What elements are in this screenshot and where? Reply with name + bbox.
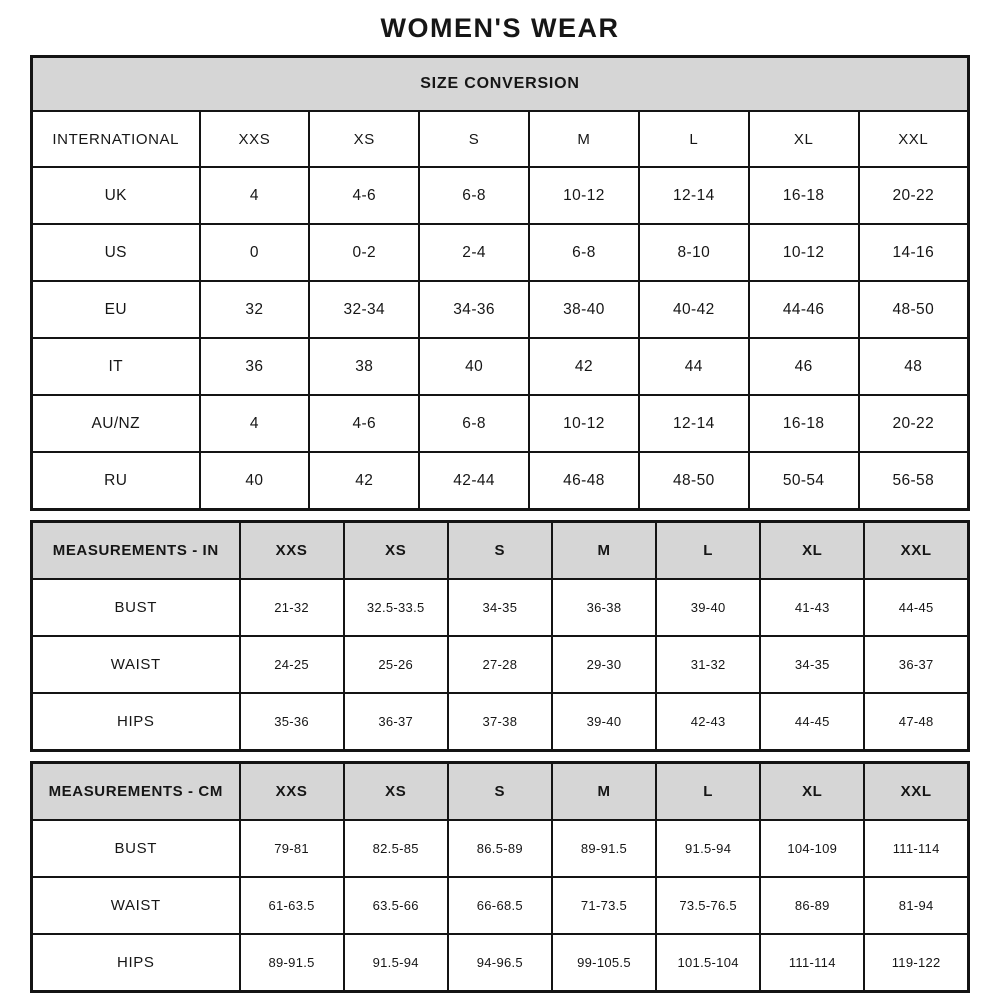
table-title-cell: MEASUREMENTS - CM: [32, 763, 240, 821]
size-header-cell: M: [552, 763, 656, 821]
size-header-cell: XL: [760, 522, 864, 580]
table-row: [32, 877, 969, 934]
row-label-cell: WAIST: [32, 877, 240, 934]
table-header-row: [32, 763, 969, 821]
table-header-row: [32, 522, 969, 580]
table-cell: 42: [309, 452, 419, 510]
table-cell: 36: [200, 338, 310, 395]
table-cell: 48: [859, 338, 969, 395]
table-cell: 27-28: [448, 636, 552, 693]
measurements-cm-table: [30, 761, 970, 993]
table-row: [32, 395, 969, 452]
table-cell: 6-8: [419, 395, 529, 452]
row-label-cell: US: [32, 224, 200, 281]
row-label-cell: EU: [32, 281, 200, 338]
size-header-cell: XXL: [864, 522, 968, 580]
table-cell: 111-114: [864, 820, 968, 877]
table-cell: 20-22: [859, 167, 969, 224]
table-cell: 37-38: [448, 693, 552, 751]
table-cell: 42: [529, 338, 639, 395]
table-gap: [30, 752, 970, 761]
table-cell: 47-48: [864, 693, 968, 751]
table-cell: 66-68.5: [448, 877, 552, 934]
row-label-cell: WAIST: [32, 636, 240, 693]
measurements-in-table: [30, 520, 970, 752]
table-cell: 48-50: [639, 452, 749, 510]
table-cell: 91.5-94: [344, 934, 448, 992]
table-gap: [30, 511, 970, 520]
table-cell: 0-2: [309, 224, 419, 281]
table-cell: 38: [309, 338, 419, 395]
row-label-cell: HIPS: [32, 934, 240, 992]
row-label-cell: IT: [32, 338, 200, 395]
table-row: [32, 452, 969, 510]
table-cell: 44-45: [760, 693, 864, 751]
table-cell: 42-44: [419, 452, 529, 510]
size-header-cell: XL: [760, 763, 864, 821]
table-cell: 99-105.5: [552, 934, 656, 992]
table-cell: 32-34: [309, 281, 419, 338]
table-row: [32, 224, 969, 281]
size-header-cell: M: [529, 111, 639, 167]
table-row: [32, 934, 969, 992]
table-cell: 36-37: [344, 693, 448, 751]
table-cell: 86-89: [760, 877, 864, 934]
table-cell: 12-14: [639, 395, 749, 452]
table-cell: 2-4: [419, 224, 529, 281]
table-cell: 14-16: [859, 224, 969, 281]
table-cell: 42-43: [656, 693, 760, 751]
size-header-cell: S: [448, 522, 552, 580]
table-cell: 39-40: [656, 579, 760, 636]
size-header-cell: XL: [749, 111, 859, 167]
table-cell: 48-50: [859, 281, 969, 338]
table-cell: 82.5-85: [344, 820, 448, 877]
table-cell: 44-45: [864, 579, 968, 636]
row-label-cell: HIPS: [32, 693, 240, 751]
table-cell: 35-36: [240, 693, 344, 751]
table-cell: 81-94: [864, 877, 968, 934]
row-label-cell: AU/NZ: [32, 395, 200, 452]
table-cell: 32.5-33.5: [344, 579, 448, 636]
table-row: [32, 167, 969, 224]
table-cell: 94-96.5: [448, 934, 552, 992]
table-cell: 10-12: [529, 395, 639, 452]
table-cell: 4: [200, 395, 310, 452]
table-cell: 38-40: [529, 281, 639, 338]
size-header-cell: L: [656, 522, 760, 580]
table-cell: 101.5-104: [656, 934, 760, 992]
size-chart-page: [30, 0, 970, 993]
size-header-cell: XXS: [200, 111, 310, 167]
size-header-cell: XXS: [240, 763, 344, 821]
table-cell: 24-25: [240, 636, 344, 693]
table-cell: 39-40: [552, 693, 656, 751]
table-cell: 4-6: [309, 395, 419, 452]
size-header-cell: XS: [344, 763, 448, 821]
table-row: [32, 579, 969, 636]
table-cell: 34-36: [419, 281, 529, 338]
table-cell: 20-22: [859, 395, 969, 452]
size-header-cell: XXS: [240, 522, 344, 580]
size-header-cell: L: [656, 763, 760, 821]
table-cell: 10-12: [749, 224, 859, 281]
row-label-cell: INTERNATIONAL: [32, 111, 200, 167]
table-cell: 6-8: [419, 167, 529, 224]
table-cell: 6-8: [529, 224, 639, 281]
table-cell: 32: [200, 281, 310, 338]
table-cell: 61-63.5: [240, 877, 344, 934]
table-cell: 36-38: [552, 579, 656, 636]
size-conversion-table: [30, 55, 970, 511]
table-cell: 40-42: [639, 281, 749, 338]
size-header-cell: S: [448, 763, 552, 821]
table-cell: 16-18: [749, 395, 859, 452]
table-row: [32, 693, 969, 751]
table-cell: 46-48: [529, 452, 639, 510]
table-cell: 89-91.5: [240, 934, 344, 992]
size-header-cell: XS: [309, 111, 419, 167]
table-cell: 4: [200, 167, 310, 224]
table-row: [32, 820, 969, 877]
table-cell: 8-10: [639, 224, 749, 281]
size-header-cell: M: [552, 522, 656, 580]
table-cell: 31-32: [656, 636, 760, 693]
page-title: WOMEN'S WEAR: [380, 13, 620, 43]
table-cell: 79-81: [240, 820, 344, 877]
table-cell: 73.5-76.5: [656, 877, 760, 934]
table-cell: 21-32: [240, 579, 344, 636]
table-cell: 12-14: [639, 167, 749, 224]
table-banner-row: [32, 57, 969, 112]
table-cell: 44: [639, 338, 749, 395]
table-cell: 40: [419, 338, 529, 395]
row-label-cell: BUST: [32, 579, 240, 636]
size-header-cell: S: [419, 111, 529, 167]
table-banner-cell: SIZE CONVERSION: [32, 57, 969, 112]
table-cell: 56-58: [859, 452, 969, 510]
table-cell: 63.5-66: [344, 877, 448, 934]
table-cell: 111-114: [760, 934, 864, 992]
table-cell: 40: [200, 452, 310, 510]
table-cell: 44-46: [749, 281, 859, 338]
size-header-cell: XXL: [859, 111, 969, 167]
table-row: [32, 636, 969, 693]
table-cell: 34-35: [448, 579, 552, 636]
table-cell: 50-54: [749, 452, 859, 510]
table-cell: 71-73.5: [552, 877, 656, 934]
table-cell: 25-26: [344, 636, 448, 693]
table-row: [32, 338, 969, 395]
table-cell: 29-30: [552, 636, 656, 693]
table-cell: 119-122: [864, 934, 968, 992]
column-header-row: [32, 111, 969, 167]
table-cell: 91.5-94: [656, 820, 760, 877]
table-cell: 10-12: [529, 167, 639, 224]
table-cell: 34-35: [760, 636, 864, 693]
table-cell: 16-18: [749, 167, 859, 224]
table-cell: 46: [749, 338, 859, 395]
table-cell: 89-91.5: [552, 820, 656, 877]
row-label-cell: BUST: [32, 820, 240, 877]
row-label-cell: UK: [32, 167, 200, 224]
table-row: [32, 281, 969, 338]
table-cell: 0: [200, 224, 310, 281]
size-header-cell: L: [639, 111, 749, 167]
row-label-cell: RU: [32, 452, 200, 510]
table-title-cell: MEASUREMENTS - IN: [32, 522, 240, 580]
size-header-cell: XS: [344, 522, 448, 580]
table-cell: 41-43: [760, 579, 864, 636]
table-cell: 4-6: [309, 167, 419, 224]
table-cell: 86.5-89: [448, 820, 552, 877]
table-cell: 104-109: [760, 820, 864, 877]
table-cell: 36-37: [864, 636, 968, 693]
size-header-cell: XXL: [864, 763, 968, 821]
